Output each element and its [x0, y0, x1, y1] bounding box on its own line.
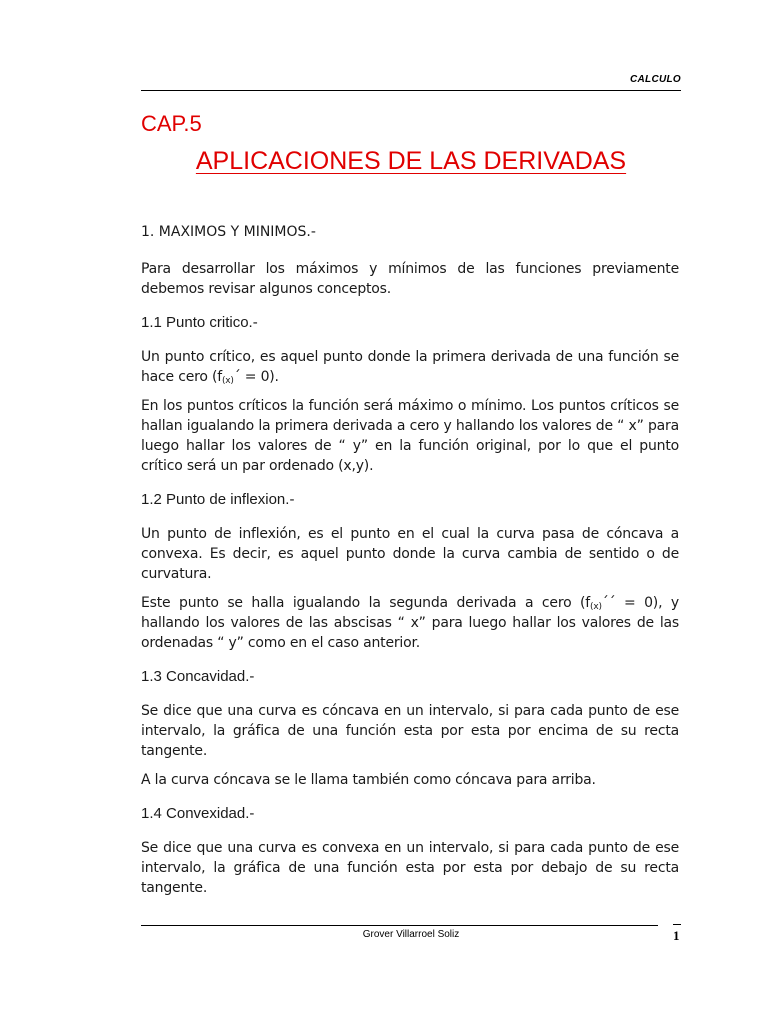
footer-dash — [673, 924, 681, 925]
paragraph: Se dice que una curva es cóncava en un intervalo, si para cada punto de ese intervalo, la gráfica de una función esta por esta por encima de su recta tangente. — [141, 703, 679, 759]
paragraph — [141, 347, 679, 387]
running-header: CALCULO — [630, 74, 681, 85]
chapter-label: CAP.5 — [141, 111, 202, 136]
footer-rule — [141, 925, 658, 926]
header-rule — [141, 90, 681, 91]
text-run: Un punto crítico, es aquel punto donde la primera derivada de una función se hace cero (f — [141, 349, 679, 385]
footer-author: Grover Villarroel Soliz — [362, 929, 460, 940]
paragraph: En los puntos críticos la función será máximo o mínimo. Los puntos críticos se hallan igualando la primera derivada a cero y hallando los valores de “ x” para luego hallar los valores de “ y” en la función original, por lo que el punto crítico será un par ordenado (x,y). — [141, 398, 679, 474]
section-heading-convexidad: 1.4 Convexidad.- — [141, 805, 255, 822]
section-heading-concavidad: 1.3 Concavidad.- — [141, 668, 255, 685]
section-heading-punto-critico: 1.1 Punto critico.- — [141, 314, 258, 331]
text-run: ´´ = 0), y hallando los valores de las abscisas “ x” para luego hallar los valores de las ordenadas “ y” como en el caso anterior. — [141, 595, 679, 651]
page-number: 1 — [673, 928, 680, 943]
page-title: APLICACIONES DE LAS DERIVADAS — [195, 147, 627, 175]
document-body — [141, 222, 679, 907]
paragraph: Se dice que una curva es convexa en un intervalo, si para cada punto de ese intervalo, la gráfica de una función esta por esta por debajo de su recta tangente. — [141, 840, 679, 896]
paragraph: Un punto de inflexión, es el punto en el cual la curva pasa de cóncava a convexa. Es decir, es aquel punto donde la curva cambia de sentido o de curvatura. — [141, 526, 679, 582]
paragraph: Para desarrollar los máximos y mínimos de las funciones previamente debemos revisar algunos conceptos. — [141, 261, 679, 297]
paragraph: A la curva cóncava se le llama también como cóncava para arriba. — [141, 772, 596, 788]
paragraph — [141, 593, 679, 653]
text-run: Este punto se halla igualando la segunda derivada a cero (f — [141, 595, 591, 611]
subscript: (x) — [590, 602, 602, 612]
section-heading-punto-inflexion: 1.2 Punto de inflexion.- — [141, 491, 295, 508]
text-run: ´ = 0). — [233, 369, 279, 385]
subscript: (x) — [221, 376, 234, 386]
section-heading-maximos: 1. MAXIMOS Y MINIMOS.- — [141, 224, 316, 240]
